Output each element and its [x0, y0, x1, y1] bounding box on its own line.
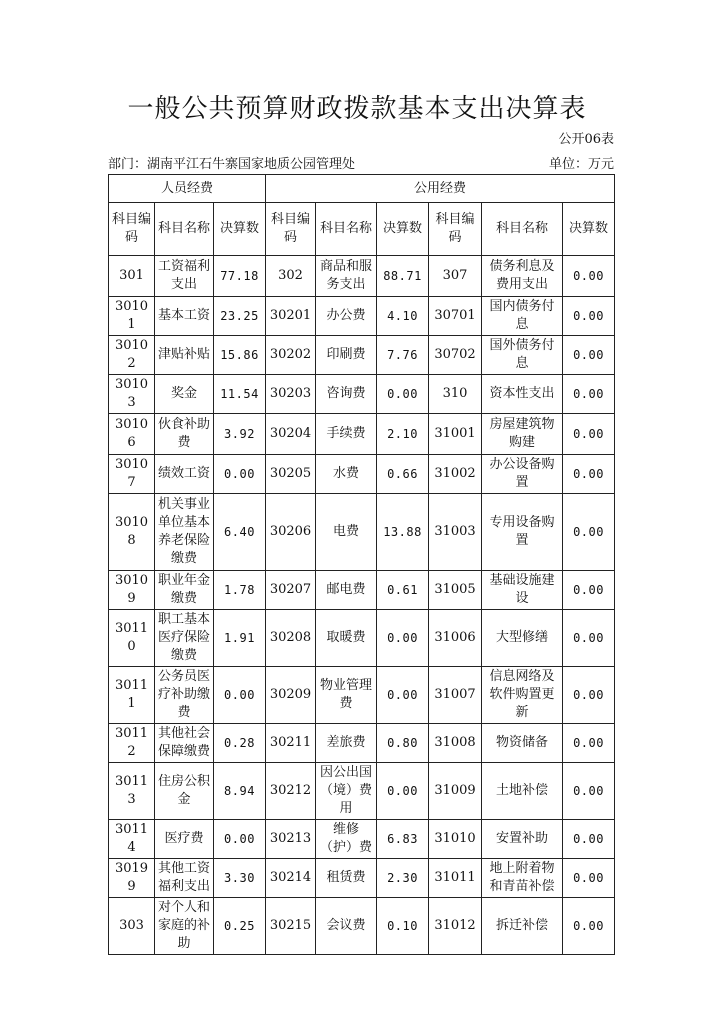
cell-public-amount: 4.10 — [377, 297, 429, 336]
cell-personnel-amount: 3.30 — [214, 859, 266, 898]
cell-public-amount: 0.61 — [377, 571, 429, 610]
table-row — [109, 763, 615, 820]
cell-personnel-code: 30111 — [109, 667, 155, 724]
cell-other-code: 31009 — [429, 763, 482, 820]
cell-other-code: 31008 — [429, 724, 482, 763]
cell-other-name: 专用设备购置 — [482, 494, 563, 571]
cell-personnel-name: 基本工资 — [155, 297, 214, 336]
cell-other-code: 310 — [429, 375, 482, 414]
cell-public-name: 商品和服务支出 — [316, 256, 377, 297]
cell-public-amount: 2.10 — [377, 414, 429, 455]
cell-other-name: 信息网络及软件购置更新 — [482, 667, 563, 724]
department-label: 部门：湖南平江石牛寨国家地质公园管理处 — [108, 157, 356, 172]
cell-other-amount: 0.00 — [563, 724, 615, 763]
cell-other-code: 31012 — [429, 898, 482, 955]
cell-public-amount: 0.00 — [377, 763, 429, 820]
cell-other-amount: 0.00 — [563, 375, 615, 414]
cell-personnel-name: 其他社会保障缴费 — [155, 724, 214, 763]
cell-public-amount: 0.80 — [377, 724, 429, 763]
cell-public-amount: 7.76 — [377, 336, 429, 375]
cell-personnel-code: 30106 — [109, 414, 155, 455]
cell-personnel-name: 工资福利支出 — [155, 256, 214, 297]
form-number: 公开06表 — [558, 132, 614, 147]
cell-personnel-name: 绩效工资 — [155, 455, 214, 494]
cell-personnel-amount: 0.00 — [214, 455, 266, 494]
cell-public-name: 电费 — [316, 494, 377, 571]
cell-personnel-amount: 3.92 — [214, 414, 266, 455]
cell-public-code: 30205 — [266, 455, 316, 494]
cell-public-amount: 2.30 — [377, 859, 429, 898]
cell-other-name: 国外债务付息 — [482, 336, 563, 375]
cell-personnel-code: 303 — [109, 898, 155, 955]
cell-other-code: 31005 — [429, 571, 482, 610]
cell-public-name: 咨询费 — [316, 375, 377, 414]
table-row — [109, 297, 615, 336]
cell-public-amount: 6.83 — [377, 820, 429, 859]
cell-personnel-name: 奖金 — [155, 375, 214, 414]
cell-other-code: 30701 — [429, 297, 482, 336]
unit-label: 单位：万元 — [548, 157, 614, 172]
table-row — [109, 414, 615, 455]
cell-other-code: 31002 — [429, 455, 482, 494]
cell-public-code: 30208 — [266, 610, 316, 667]
table-row — [109, 724, 615, 763]
table-row — [109, 494, 615, 571]
cell-other-code: 31011 — [429, 859, 482, 898]
cell-public-name: 维修（护）费 — [316, 820, 377, 859]
cell-personnel-amount: 8.94 — [214, 763, 266, 820]
cell-public-code: 302 — [266, 256, 316, 297]
table-row — [109, 571, 615, 610]
cell-personnel-code: 30110 — [109, 610, 155, 667]
cell-public-code: 30207 — [266, 571, 316, 610]
cell-personnel-amount: 77.18 — [214, 256, 266, 297]
cell-other-code: 31003 — [429, 494, 482, 571]
table-row — [109, 336, 615, 375]
cell-public-amount: 0.00 — [377, 667, 429, 724]
table-row — [109, 375, 615, 414]
cell-personnel-code: 30112 — [109, 724, 155, 763]
cell-personnel-code: 301 — [109, 256, 155, 297]
cell-personnel-code: 30101 — [109, 297, 155, 336]
col-header-amount: 决算数 — [563, 203, 615, 256]
col-header-amount: 决算数 — [377, 203, 429, 256]
cell-public-name: 印刷费 — [316, 336, 377, 375]
cell-personnel-code: 30114 — [109, 820, 155, 859]
cell-public-name: 办公费 — [316, 297, 377, 336]
table-row — [109, 898, 615, 955]
col-header-name: 科目名称 — [316, 203, 377, 256]
cell-public-code: 30212 — [266, 763, 316, 820]
table-row — [109, 455, 615, 494]
cell-public-name: 差旅费 — [316, 724, 377, 763]
cell-other-amount: 0.00 — [563, 859, 615, 898]
group-header-personnel: 人员经费 — [109, 175, 266, 203]
table-row — [109, 610, 615, 667]
cell-public-code: 30202 — [266, 336, 316, 375]
col-header-code: 科目编码 — [266, 203, 316, 256]
cell-other-code: 30702 — [429, 336, 482, 375]
cell-other-name: 债务利息及费用支出 — [482, 256, 563, 297]
group-header-public: 公用经费 — [266, 175, 615, 203]
cell-public-name: 取暖费 — [316, 610, 377, 667]
table-row — [109, 256, 615, 297]
cell-personnel-amount: 0.28 — [214, 724, 266, 763]
cell-public-amount: 88.71 — [377, 256, 429, 297]
cell-other-amount: 0.00 — [563, 256, 615, 297]
expenditure-table — [108, 174, 615, 955]
cell-other-name: 资本性支出 — [482, 375, 563, 414]
table-row — [109, 820, 615, 859]
cell-public-name: 因公出国（境）费用 — [316, 763, 377, 820]
cell-other-name: 土地补偿 — [482, 763, 563, 820]
cell-public-code: 30204 — [266, 414, 316, 455]
cell-other-amount: 0.00 — [563, 820, 615, 859]
cell-public-code: 30213 — [266, 820, 316, 859]
col-header-name: 科目名称 — [155, 203, 214, 256]
cell-personnel-name: 职业年金缴费 — [155, 571, 214, 610]
cell-personnel-amount: 0.00 — [214, 820, 266, 859]
cell-personnel-name: 公务员医疗补助缴费 — [155, 667, 214, 724]
cell-public-amount: 13.88 — [377, 494, 429, 571]
cell-other-name: 基础设施建设 — [482, 571, 563, 610]
cell-other-amount: 0.00 — [563, 297, 615, 336]
table-row — [109, 667, 615, 724]
cell-public-name: 手续费 — [316, 414, 377, 455]
col-header-code: 科目编码 — [109, 203, 155, 256]
cell-personnel-code: 30103 — [109, 375, 155, 414]
cell-personnel-amount: 23.25 — [214, 297, 266, 336]
col-header-amount: 决算数 — [214, 203, 266, 256]
cell-personnel-code: 30108 — [109, 494, 155, 571]
cell-public-code: 30214 — [266, 859, 316, 898]
cell-other-name: 拆迁补偿 — [482, 898, 563, 955]
cell-personnel-name: 对个人和家庭的补助 — [155, 898, 214, 955]
cell-personnel-amount: 1.78 — [214, 571, 266, 610]
cell-other-amount: 0.00 — [563, 571, 615, 610]
cell-other-amount: 0.00 — [563, 494, 615, 571]
cell-personnel-amount: 0.00 — [214, 667, 266, 724]
cell-other-code: 31001 — [429, 414, 482, 455]
cell-personnel-code: 30102 — [109, 336, 155, 375]
cell-other-code: 307 — [429, 256, 482, 297]
cell-other-code: 31010 — [429, 820, 482, 859]
cell-other-amount: 0.00 — [563, 898, 615, 955]
cell-public-code: 30211 — [266, 724, 316, 763]
cell-public-code: 30209 — [266, 667, 316, 724]
cell-other-amount: 0.00 — [563, 336, 615, 375]
cell-personnel-amount: 11.54 — [214, 375, 266, 414]
cell-public-name: 会议费 — [316, 898, 377, 955]
cell-public-name: 租赁费 — [316, 859, 377, 898]
cell-public-code: 30201 — [266, 297, 316, 336]
cell-personnel-amount: 15.86 — [214, 336, 266, 375]
cell-other-amount: 0.00 — [563, 763, 615, 820]
col-header-name: 科目名称 — [482, 203, 563, 256]
col-header-code: 科目编码 — [429, 203, 482, 256]
cell-personnel-name: 津贴补贴 — [155, 336, 214, 375]
cell-public-amount: 0.66 — [377, 455, 429, 494]
cell-personnel-code: 30107 — [109, 455, 155, 494]
cell-public-amount: 0.00 — [377, 375, 429, 414]
cell-other-name: 地上附着物和青苗补偿 — [482, 859, 563, 898]
cell-other-name: 大型修缮 — [482, 610, 563, 667]
cell-public-name: 邮电费 — [316, 571, 377, 610]
table-row — [109, 859, 615, 898]
cell-public-amount: 0.00 — [377, 610, 429, 667]
cell-public-code: 30215 — [266, 898, 316, 955]
cell-personnel-code: 30109 — [109, 571, 155, 610]
cell-public-code: 30203 — [266, 375, 316, 414]
cell-other-name: 安置补助 — [482, 820, 563, 859]
cell-other-amount: 0.00 — [563, 610, 615, 667]
cell-personnel-name: 职工基本医疗保险缴费 — [155, 610, 214, 667]
page-title: 一般公共预算财政拨款基本支出决算表 — [127, 94, 587, 124]
cell-other-amount: 0.00 — [563, 667, 615, 724]
cell-personnel-amount: 1.91 — [214, 610, 266, 667]
cell-other-name: 房屋建筑物购建 — [482, 414, 563, 455]
cell-other-name: 办公设备购置 — [482, 455, 563, 494]
cell-public-name: 水费 — [316, 455, 377, 494]
cell-personnel-name: 其他工资福利支出 — [155, 859, 214, 898]
cell-other-code: 31006 — [429, 610, 482, 667]
cell-personnel-name: 医疗费 — [155, 820, 214, 859]
cell-other-name: 物资储备 — [482, 724, 563, 763]
cell-public-amount: 0.10 — [377, 898, 429, 955]
cell-other-code: 31007 — [429, 667, 482, 724]
cell-personnel-code: 30199 — [109, 859, 155, 898]
cell-public-code: 30206 — [266, 494, 316, 571]
cell-other-amount: 0.00 — [563, 455, 615, 494]
cell-personnel-code: 30113 — [109, 763, 155, 820]
cell-public-name: 物业管理费 — [316, 667, 377, 724]
cell-other-amount: 0.00 — [563, 414, 615, 455]
cell-personnel-name: 机关事业单位基本养老保险缴费 — [155, 494, 214, 571]
cell-personnel-amount: 6.40 — [214, 494, 266, 571]
cell-personnel-name: 伙食补助费 — [155, 414, 214, 455]
cell-other-name: 国内债务付息 — [482, 297, 563, 336]
cell-personnel-name: 住房公积金 — [155, 763, 214, 820]
cell-personnel-amount: 0.25 — [214, 898, 266, 955]
